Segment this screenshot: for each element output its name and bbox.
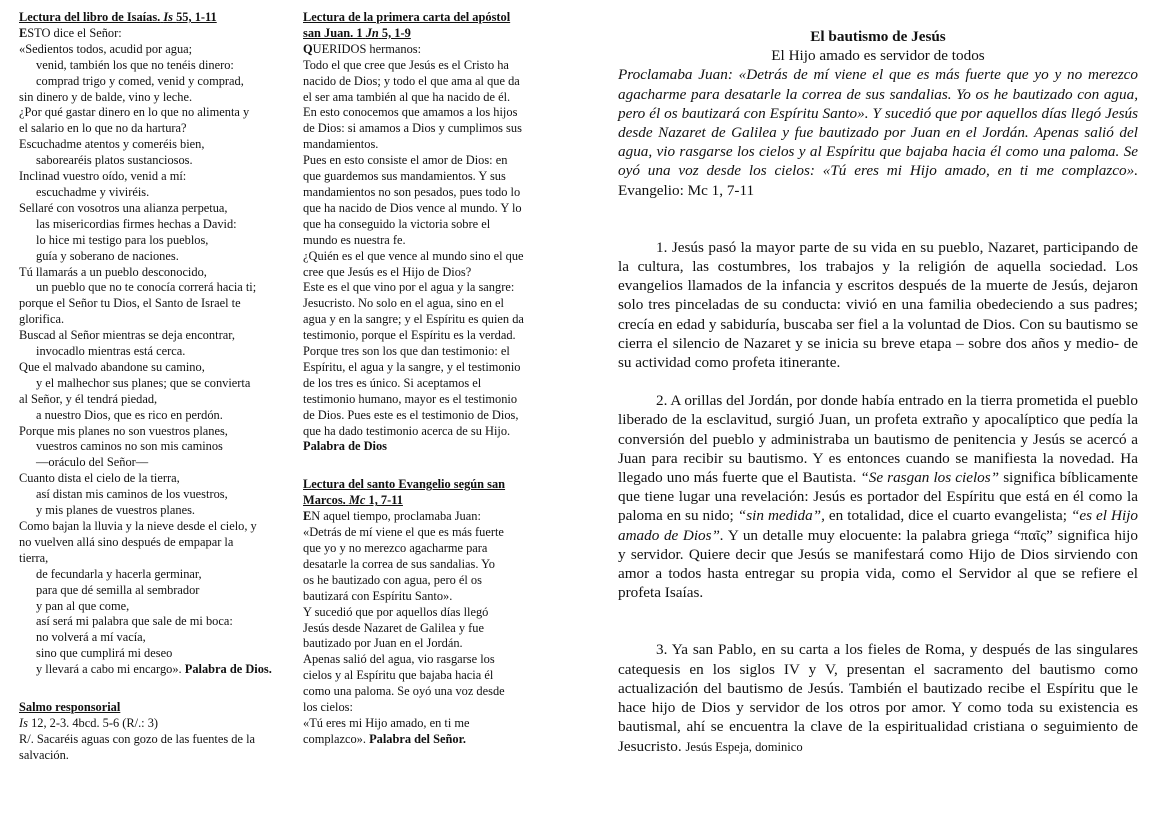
psalm-response: R/. Sacaréis aguas con gozo de las fuentes de la salvación.: [19, 731, 256, 762]
text-line: el ser ama también al que ha nacido de él.: [303, 89, 511, 104]
verse-line: venid, también los que no tenéis dinero:: [36, 57, 234, 72]
commentary-subtitle: El Hijo amado es servidor de todos: [771, 47, 985, 65]
palabra-de-dios: Palabra de Dios.: [184, 662, 272, 677]
verse-line: las misericordias firmes hechas a David:: [36, 216, 237, 231]
first-reading-verses: [19, 42, 284, 662]
verse-line: guía y soberano de naciones.: [36, 248, 179, 263]
text-line: Y sucedió que por aquellos días llegó: [303, 604, 489, 619]
commentary-paragraph-3: 3. Ya san Pablo, en su carta a los fieles de Roma, y después de las singulares catequesis en los siglos IV y V, presentan el sacramento del bautismo como actualización del bautismo de Jesús. También el bautizado recibe el Espíritu que le hace hijo de Dios y servidor de los otros por amor. Y como toda su existencia es bautismal, ahí se encuentra la clave de la espiritualidad cristiana o seguimiento de Jesucristo. Jesús Espeja, dominico: [618, 641, 1138, 755]
verse-line: escuchadme y viviréis.: [36, 184, 150, 199]
text-line: testimonio humano, mayor es el testimonio: [303, 391, 518, 406]
second-reading-column: [303, 10, 553, 748]
text-line: bautizará con Espíritu Santo».: [303, 588, 453, 603]
commentary-paragraph-1: 1. Jesús pasó la mayor parte de su vida en su pueblo, Nazaret, participando de la cultura, las costumbres, los trabajos y la religión de aquella sociedad. Los evangelios llamados de la infancia y escritos después de la muerte de Jesús, dejaron solo tres pinceladas de su conducta: vivió en una familia obedeciendo a sus padres; crecía en edad y sabiduría, buscaba ser fiel a la voluntad de Dios. Con su bautismo se cierra el silencio de Nazaret y se inicia su breve etapa – sobre dos años y medio- de su actividad como profeta itinerante.: [618, 238, 1138, 372]
text-line: los cielos:: [303, 700, 353, 715]
text-line: que guardemos sus mandamientos. Y sus: [303, 169, 506, 184]
verse-line: —oráculo del Señor—: [36, 455, 149, 470]
text-line: de los tres es único. Si aceptamos el: [303, 375, 482, 390]
second-reading-opening: QUERIDOS hermanos:: [303, 41, 422, 56]
verse-line: lo hice mi testigo para los pueblos,: [36, 232, 209, 247]
verse-line: a nuestro Dios, que es rico en perdón.: [36, 407, 223, 422]
commentary-intro: Proclamaba Juan: «Detrás de mí viene el que es más fuerte que yo y no merezco agacharme para desatarle la correa de sus sandalias. Yo os he bautizado con agua, pero él os bautizará con Espíritu Santo». Y sucedió que por aquellos días llegó Jesús desde Nazaret de Galilea y fue bautizado por Juan en el Jordán. Apenas salió del agua, vio rasgarse los cielos y al Espíritu que bajaba hacia él como una paloma. Se oyó una voz desde los cielos: «Tú eres mi Hijo amado, en ti me complazco». Evangelio: Mc 1, 7-11: [618, 66, 1138, 199]
second-reading-body: [303, 58, 553, 440]
verse-line: tierra,: [19, 550, 49, 565]
text-line: de Dios. Pues este es el testimonio de Dios,: [303, 407, 519, 422]
verse-line: sino que cumplirá mi deseo: [36, 646, 173, 661]
verse-line: y mis planes de vuestros planes.: [36, 503, 195, 518]
text-line: os he bautizado con agua, pero él os: [303, 572, 482, 587]
text-line: «Tú eres mi Hijo amado, en ti me: [303, 715, 470, 730]
text-line: ¿Quién es el que vence al mundo sino el que: [303, 248, 524, 263]
text-line: cree que Jesús es el Hijo de Dios?: [303, 264, 472, 279]
gospel-body: [303, 525, 553, 732]
text-line: Porque tres son los que dan testimonio: el: [303, 344, 510, 359]
second-reading-title-line1: Lectura de la primera carta del apóstol: [303, 10, 511, 24]
verse-line: Inclinad vuestro oído, venid a mí:: [19, 169, 187, 184]
verse-line: «Sedientos todos, acudid por agua;: [19, 41, 193, 56]
verse-line: no vuelven allá sino después de empapar la: [19, 534, 234, 549]
text-line: bautizado por Juan en el Jordán.: [303, 636, 463, 651]
text-line: mundo es nuestra fe.: [303, 232, 406, 247]
verse-line: Escuchadme atentos y comeréis bien,: [19, 137, 205, 152]
verse-line: Porque mis planes no son vuestros planes,: [19, 423, 228, 438]
text-line: como una paloma. Se oyó una voz desde: [303, 684, 505, 699]
gospel-title-line2: Marcos. Mc 1, 7-11: [303, 493, 403, 508]
verse-line: el salario en lo que no da hartura?: [19, 121, 187, 136]
verse-line: Cuanto dista el cielo de la tierra,: [19, 471, 180, 486]
verse-line: no volverá a mí vacía,: [36, 630, 146, 645]
text-line: que ha conseguido la victoria sobre el: [303, 216, 491, 231]
verse-line: de fecundarla y hacerla germinar,: [36, 566, 202, 581]
verse-line: y pan al que come,: [36, 598, 130, 613]
gospel-title-line1: Lectura del santo Evangelio según san: [303, 477, 506, 492]
text-line: nacido de Dios; y todo el que ama al que da: [303, 73, 520, 88]
gospel-opening: EN aquel tiempo, proclamaba Juan:: [303, 509, 481, 524]
text-line: que ha dado testimonio acerca de su Hijo.: [303, 423, 511, 438]
verse-line: vuestros caminos no son mis caminos: [36, 439, 223, 454]
verse-line: ¿Por qué gastar dinero en lo que no alimenta y: [19, 105, 250, 120]
text-line: Apenas salió del agua, vio rasgarse los: [303, 652, 495, 667]
first-reading-last-line: y llevará a cabo mi encargo». Palabra de Dios.: [36, 662, 272, 677]
verse-line: Buscad al Señor mientras se deja encontrar,: [19, 328, 235, 343]
text-line: En esto conocemos que amamos a los hijos: [303, 105, 518, 120]
gospel-last-line: complazco». Palabra del Señor.: [303, 731, 467, 746]
text-line: de Dios: si amamos a Dios y cumplimos sus: [303, 121, 522, 136]
verse-line: y el malhechor sus planes; que se convierta: [36, 375, 251, 390]
verse-line: comprad trigo y comed, venid y comprad,: [36, 73, 244, 88]
verse-line: sin dinero y de balde, vino y leche.: [19, 89, 193, 104]
verse-line: así distan mis caminos de los vuestros,: [36, 487, 228, 502]
text-line: Todo el que cree que Jesús es el Cristo ha: [303, 57, 509, 72]
text-line: Este es el que vino por el agua y la sangre:: [303, 280, 515, 295]
verse-line: al Señor, y él tendrá piedad,: [19, 391, 158, 406]
commentary-title: El bautismo de Jesús: [810, 28, 946, 45]
text-line: agua y en la sangre; y el Espíritu es quien da: [303, 312, 524, 327]
text-line: desatarle la correa de sus sandalias. Yo: [303, 556, 495, 571]
verse-line: Sellaré con vosotros una alianza perpetua,: [19, 200, 228, 215]
verse-line: así será mi palabra que sale de mi boca:: [36, 614, 233, 629]
verse-line: Que el malvado abandone su camino,: [19, 359, 205, 374]
text-line: Jesús desde Nazaret de Galilea y fue: [303, 620, 484, 635]
verse-line: para que dé semilla al sembrador: [36, 582, 200, 597]
text-line: Pues en esto consiste el amor de Dios: en: [303, 153, 508, 168]
commentary-paragraph-2: 2. A orillas del Jordán, por donde había entrado en la tierra prometida el pueblo liberado de la esclavitud, surgió Juan, un profeta extraño y apocalíptico que pedía la conversión del pueblo y administraba un bautismo de penitencia y Jesús se acercó a Juan para recibir su bautismo. Y es entonces cuando se manifiesta la novedad. Ha llegado uno más fuerte que el Bautista. “Se rasgan los cielos” significa bíblicamente que tiene lugar una revelación: Jesús es portador del Espíritu que está en él como la paloma en su nido; “sin medida”, en totalidad, dice el cuarto evangelista; “es el Hijo amado de Dios”. Y un detalle muy elocuente: la palabra griega “παῖς” significa hijo y servidor. Quiere decir que Jesús se manifestará como Hijo de Dios sirviendo con amor a todos hasta entregar su propia vida, como el Servidor al que se refiere el profeta Isaías.: [618, 392, 1139, 602]
verse-line: porque el Señor tu Dios, el Santo de Israel te: [19, 296, 241, 311]
first-reading-opening: ESTO dice el Señor:: [19, 25, 122, 40]
first-reading-title: Lectura del libro de Isaías. Is 55, 1-11: [19, 10, 217, 24]
text-line: testimonio, porque el Espíritu es la verdad.: [303, 328, 516, 343]
text-line: cielos y al Espíritu que bajaba hacia él: [303, 668, 494, 683]
first-reading-column: [19, 10, 284, 764]
text-line: Espíritu, el agua y la sangre, y el testimonio: [303, 359, 521, 374]
text-line: mandamientos.: [303, 137, 379, 152]
second-reading-title-line2: san Juan. 1 Jn 5, 1-9: [303, 25, 411, 40]
verse-line: invocadlo mientras está cerca.: [36, 344, 186, 359]
verse-line: glorifica.: [19, 312, 65, 327]
verse-line: saborearéis platos sustanciosos.: [36, 153, 193, 168]
text-line: mandamientos no son pesados, pues todo lo: [303, 184, 521, 199]
psalm-reference: Is 12, 2-3. 4bcd. 5-6 (R/.: 3): [19, 715, 159, 730]
author-signature: Jesús Espeja, dominico: [685, 739, 803, 754]
palabra-de-dios-2: Palabra de Dios: [303, 439, 387, 454]
verse-line: un pueblo que no te conocía correrá hacia ti;: [36, 280, 257, 295]
commentary-column: [618, 10, 1138, 757]
psalm-title: Salmo responsorial: [19, 700, 121, 715]
text-line: «Detrás de mí viene el que es más fuerte: [303, 525, 504, 540]
text-line: Jesucristo. No solo en el agua, sino en el: [303, 296, 504, 311]
verse-line: Tú llamarás a un pueblo desconocido,: [19, 264, 207, 279]
verse-line: Como bajan la lluvia y la nieve desde el cielo, y: [19, 519, 257, 533]
text-line: que ha nacido de Dios vence al mundo. Y lo: [303, 200, 522, 215]
text-line: que yo y no merezco agacharme para: [303, 541, 488, 555]
